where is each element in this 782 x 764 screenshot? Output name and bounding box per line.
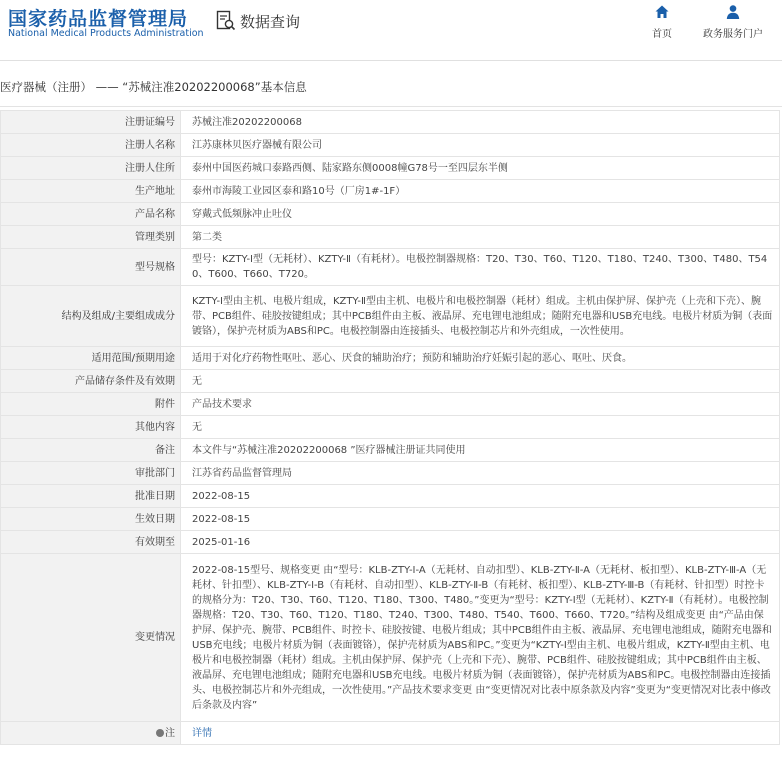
note-label-cell: [1, 722, 181, 745]
field-label: 审批部门: [1, 462, 181, 485]
data-query-title: [216, 9, 300, 33]
breadcrumb-divider: [0, 106, 782, 107]
table-row: [1, 439, 780, 462]
field-label: 型号规格: [1, 249, 181, 286]
data-query-icon: [216, 10, 236, 32]
field-label: 产品名称: [1, 203, 181, 226]
nav-home[interactable]: [652, 4, 672, 40]
field-value: 2022-08-15: [181, 485, 780, 508]
device-detail-table: [0, 110, 780, 745]
table-row: [1, 111, 780, 134]
site-logo-en[interactable]: National Medical Products Administration: [8, 28, 204, 39]
field-value: 无: [181, 370, 780, 393]
note-icon: [156, 729, 164, 737]
field-value: 江苏省药品监督管理局: [181, 462, 780, 485]
site-header: [0, 0, 782, 58]
home-icon: [654, 4, 670, 20]
table-row: [1, 508, 780, 531]
field-label: 管理类别: [1, 226, 181, 249]
nav-home-label: 首页: [652, 29, 672, 40]
field-value: 型号：KZTY-Ⅰ型（无耗材）、KZTY-Ⅱ（有耗材）。电极控制器规格：T20、T30、T60、T120、T180、T240、T300、T480、T540、T600、T660、T720。: [181, 249, 780, 286]
field-label: 注册证编号: [1, 111, 181, 134]
field-label: 注册人住所: [1, 157, 181, 180]
field-label: 附件: [1, 393, 181, 416]
field-label: 注册人名称: [1, 134, 181, 157]
field-label: 有效期至: [1, 531, 181, 554]
site-logo-cn[interactable]: 国家药品监督管理局: [8, 8, 189, 30]
table-row: [1, 249, 780, 286]
table-row: [1, 286, 780, 347]
field-value: 适用于对化疗药物性呕吐、恶心、厌食的辅助治疗；预防和辅助治疗妊娠引起的恶心、呕吐、厌食。: [181, 347, 780, 370]
field-label: 批准日期: [1, 485, 181, 508]
table-row: [1, 180, 780, 203]
field-value: KZTY-Ⅰ型由主机、电极片组成，KZTY-Ⅱ型由主机、电极片和电极控制器（耗材）组成。主机由保护屏、保护壳（上壳和下壳）、腕带、PCB组件、硅胶按键组成；其中PCB组件由主板、液晶屏、充电锂电池组成；随附充电器和USB充电线。电极片材质为铜（表面镀铬），保护壳材质为ABS和PC。电极控制器由连接插头、电极控制芯片和外壳组成，一次性使用。: [181, 286, 780, 347]
field-label: 备注: [1, 439, 181, 462]
nav-gov-service-portal[interactable]: [703, 4, 763, 40]
table-row: [1, 393, 780, 416]
table-row: [1, 531, 780, 554]
table-row: [1, 157, 780, 180]
breadcrumb: 医疗器械（注册） —— “苏械注准20202200068”基本信息: [0, 80, 307, 94]
details-link[interactable]: 详情: [192, 727, 212, 739]
field-value: 2025-01-16: [181, 531, 780, 554]
table-row: [1, 347, 780, 370]
field-value: 苏械注准20202200068: [181, 111, 780, 134]
table-row: [1, 134, 780, 157]
field-value: 第二类: [181, 226, 780, 249]
table-row: [1, 722, 780, 745]
field-value: 2022-08-15: [181, 508, 780, 531]
data-query-label: 数据查询: [240, 12, 301, 31]
field-label: 产品储存条件及有效期: [1, 370, 181, 393]
table-row: [1, 554, 780, 722]
table-row: [1, 485, 780, 508]
table-row: [1, 416, 780, 439]
field-value: 2022-08-15型号、规格变更 由“型号：KLB-ZTY-Ⅰ-A（无耗材、自动扣型）、KLB-ZTY-Ⅱ-A（无耗材、板扣型）、KLB-ZTY-Ⅲ-A（无耗材、针扣型）、KLB-ZTY-Ⅰ-B（有耗材、自动扣型）、KLB-ZTY-Ⅱ-B（有耗材、板扣型）、KLB-ZTY-Ⅲ-B（有耗材、针扣型）时控卡的规格分为：T20、T30、T60、T120、T180、T300、T480。”变更为“型号：KZTY-Ⅰ型（无耗材）、KZTY-Ⅱ（有耗材）。电极控制器规格：T20、T30、T60、T120、T180、T240、T300、T480、T540、T600、T660、T720。”结构及组成变更 由“产品由保护屏、保护壳、腕带、PCB组件、时控卡、硅胶按键、电极片组成；其中PCB组件由主板、液晶屏、充电锂电池组成，随附充电器和USB充电线；电极片材质为铜（表面镀铬），保护壳材质为ABS和PC。”变更为“KZTY-Ⅰ型由主机、电极片组成，KZTY-Ⅱ型由主机、电极片和电极控制器（耗材）组成。主机由保护屏、保护壳（上壳和下壳）、腕带、PCB组件、硅胶按键组成；其中PCB组件由主板、液晶屏、充电锂电池组成；随附充电器和USB充电线。电极片材质为铜（表面镀铬），保护壳材质为ABS和PC。电极控制器由连接插头、电极控制芯片和外壳组成，一次性使用。”产品技术要求变更 由“变更情况对比表中原条款及内容”变更为“变更情况对比表中修改后条款及内容”: [181, 554, 780, 722]
table-row: [1, 462, 780, 485]
field-label: 结构及组成/主要组成成分: [1, 286, 181, 347]
table-row: [1, 226, 780, 249]
table-row: [1, 203, 780, 226]
field-label: 生产地址: [1, 180, 181, 203]
header-divider: [0, 60, 782, 61]
field-label: 生效日期: [1, 508, 181, 531]
field-value: 本文件与“苏械注准20202200068 ”医疗器械注册证共同使用: [181, 439, 780, 462]
field-value: 泰州中国医药城口泰路西侧、陆家路东侧0008幢G78号一至四层东半侧: [181, 157, 780, 180]
field-value: 穿戴式低频脉冲止吐仪: [181, 203, 780, 226]
field-value: 产品技术要求: [181, 393, 780, 416]
user-icon: [725, 4, 741, 20]
field-label: 变更情况: [1, 554, 181, 722]
field-value: 泰州市海陵工业园区泰和路10号（厂房1#-1F）: [181, 180, 780, 203]
field-value: 无: [181, 416, 780, 439]
field-value: 江苏康林贝医疗器械有限公司: [181, 134, 780, 157]
nav-gov-service-label: 政务服务门户: [703, 29, 763, 40]
field-label: 其他内容: [1, 416, 181, 439]
note-value-cell: [181, 722, 780, 745]
note-label: 注: [165, 727, 175, 739]
field-label: 适用范围/预期用途: [1, 347, 181, 370]
table-row: [1, 370, 780, 393]
